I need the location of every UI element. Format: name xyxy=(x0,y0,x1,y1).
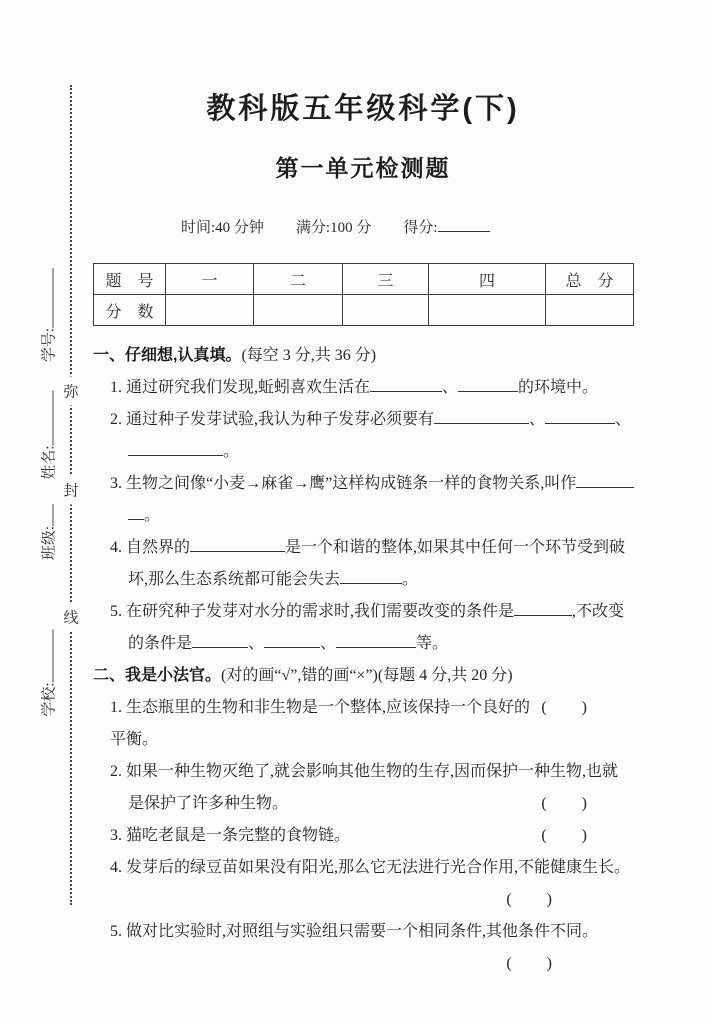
section-2-heading-note: (对的画“√”,错的画“×”)(每题 4 分,共 20 分) xyxy=(221,667,513,684)
answer-blank xyxy=(128,504,144,520)
section-1-heading xyxy=(93,340,633,372)
question-text: 等。 xyxy=(416,635,449,652)
question-text: 。 xyxy=(144,507,161,524)
question-2-4-answer-line xyxy=(93,884,633,916)
meta-row xyxy=(93,216,633,237)
question-text: 是一个和谐的整体,如果其中任何一个环节受到破 xyxy=(285,539,626,556)
seal-field-label: 学校: xyxy=(41,682,58,717)
answer-blank xyxy=(128,440,223,456)
seal-field-class xyxy=(38,504,59,560)
question-text: 4. 发芽后的绿豆苗如果没有阳光,那么它无法进行光合作用,不能健康生长。 xyxy=(110,859,631,876)
question-1-4 xyxy=(93,532,633,564)
section-2-heading xyxy=(93,660,633,692)
question-1-5 xyxy=(93,596,633,628)
answer-blank xyxy=(264,632,320,648)
column-header-4: 四 xyxy=(429,264,546,295)
column-header-2: 二 xyxy=(254,264,343,295)
score-table-score-row xyxy=(94,295,634,326)
seal-field-label: 班级: xyxy=(41,525,58,561)
column-header-3: 三 xyxy=(343,264,429,295)
question-text: 3. 生物之间像“小麦→麻雀→鹰”这样构成链条一样的食物关系,叫作 xyxy=(110,475,577,492)
answer-blank xyxy=(190,536,285,552)
answer-bracket: ( ) xyxy=(541,795,588,812)
score-cell xyxy=(254,295,343,326)
score-cell xyxy=(546,295,634,326)
answer-bracket: ( ) xyxy=(506,891,553,908)
seal-field-blank xyxy=(40,504,54,526)
question-text: 、 xyxy=(248,635,265,652)
answer-blank xyxy=(434,408,529,424)
seal-char-mi: 弥 xyxy=(63,377,78,406)
seal-char-xian: 线 xyxy=(63,603,78,632)
section-1-heading-note: (每空 3 分,共 36 分) xyxy=(241,347,377,364)
question-2-3 xyxy=(93,820,633,852)
question-2-5 xyxy=(93,916,633,948)
answer-blank xyxy=(576,472,634,488)
question-1-2 xyxy=(93,404,633,436)
question-1-3 xyxy=(93,468,633,500)
question-text: ,不改变 xyxy=(572,603,625,620)
question-text: 、 xyxy=(320,635,337,652)
question-text: 2. 通过种子发芽试验,我认为种子发芽必须要有 xyxy=(110,411,435,428)
score-table xyxy=(93,263,634,326)
question-text: 的环境中。 xyxy=(518,379,599,396)
answer-blank xyxy=(458,376,518,392)
page-title: 教科版五年级科学(下) xyxy=(206,93,520,125)
seal-field-label: 姓名: xyxy=(41,445,58,480)
question-2-2-continued xyxy=(93,788,633,820)
question-text: 、 xyxy=(442,379,459,396)
time-label: 时间:40 分钟 xyxy=(181,220,264,236)
question-2-5-answer-line xyxy=(93,948,633,980)
answer-blank xyxy=(192,632,248,648)
answer-blank xyxy=(336,632,416,648)
full-score-label: 满分:100 分 xyxy=(295,220,372,236)
question-text: 坏,那么生态系统都可能会失去 xyxy=(128,571,341,588)
score-cell xyxy=(429,295,546,326)
answer-bracket: ( ) xyxy=(541,699,588,716)
question-text: 5. 在研究种子发芽对水分的需求时,我们需要改变的条件是 xyxy=(110,603,515,620)
section-1-heading-main: 一、仔细想,认真填。 xyxy=(93,347,242,364)
answer-blank xyxy=(370,376,442,392)
question-2-1 xyxy=(93,692,633,756)
seal-field-blank xyxy=(40,268,54,328)
question-text: 5. 做对比实验时,对照组与实验组只需要一个相同条件,其他条件不同。 xyxy=(110,923,599,940)
question-text: 。 xyxy=(402,571,419,588)
question-1-3-continued xyxy=(93,500,633,532)
question-text: 、 xyxy=(529,411,546,428)
question-1-2-continued xyxy=(93,436,633,468)
score-blank xyxy=(438,217,490,232)
question-2-2 xyxy=(93,756,633,788)
total-score-header: 总 分 xyxy=(546,264,634,295)
question-1-4-continued xyxy=(93,564,633,596)
seal-char-feng: 封 xyxy=(63,476,78,505)
page-subtitle: 第一单元检测题 xyxy=(275,155,451,181)
answer-blank xyxy=(545,408,615,424)
question-1-1 xyxy=(93,372,633,404)
answer-bracket: ( ) xyxy=(541,827,588,844)
seal-field-label: 学号: xyxy=(41,327,58,363)
question-number-header: 题 号 xyxy=(94,264,166,295)
question-text: 的条件是 xyxy=(128,635,193,652)
section-2-heading-main: 二、我是小法官。 xyxy=(93,667,222,684)
question-text: 、 xyxy=(615,411,632,428)
column-header-1: 一 xyxy=(166,264,254,295)
answer-blank xyxy=(340,568,402,584)
seal-field-blank xyxy=(40,629,54,682)
seal-field-school xyxy=(38,629,59,716)
question-2-4 xyxy=(93,852,633,884)
question-text: 1. 通过研究我们发现,蚯蚓喜欢生活在 xyxy=(110,379,371,396)
score-field xyxy=(403,216,489,237)
score-table-header-row xyxy=(94,264,634,295)
score-label: 得分: xyxy=(403,220,438,236)
score-cell xyxy=(343,295,429,326)
seal-field-blank xyxy=(40,390,54,445)
seal-field-name xyxy=(38,390,59,479)
question-text: 。 xyxy=(223,443,240,460)
content-area xyxy=(93,0,633,980)
question-text: 是保护了许多种生物。 xyxy=(128,795,289,812)
answer-blank xyxy=(514,600,572,616)
question-text: 1. 生态瓶里的生物和非生物是一个整体,应该保持一个良好的平衡。 xyxy=(110,699,531,748)
question-text: 3. 猫吃老鼠是一条完整的食物链。 xyxy=(110,827,351,844)
score-cell xyxy=(166,295,254,326)
section-1 xyxy=(93,340,633,660)
question-1-5-continued xyxy=(93,628,633,660)
seal-field-student-id xyxy=(38,268,59,362)
answer-bracket: ( ) xyxy=(506,955,553,972)
question-text: 2. 如果一种生物灭绝了,就会影响其他生物的生存,因而保护一种生物,也就 xyxy=(110,763,619,780)
section-2 xyxy=(93,660,633,980)
score-row-label: 分 数 xyxy=(94,295,166,326)
question-text: 4. 自然界的 xyxy=(110,539,191,556)
